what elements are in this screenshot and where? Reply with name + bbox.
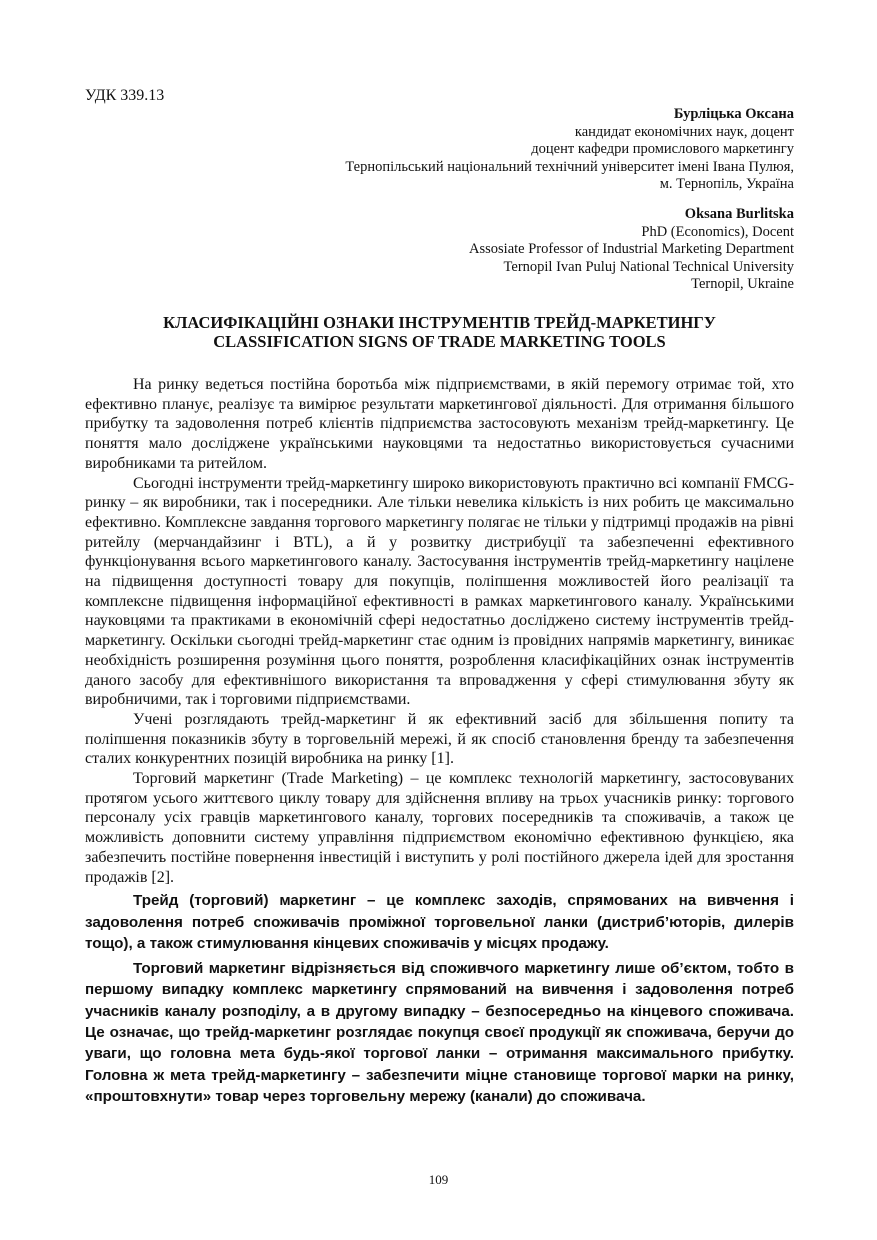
author-city-english: Ternopil, Ukraine [691,276,794,292]
author-name-english: Oksana Burlitska [684,206,794,222]
article-body [85,375,794,1107]
body-paragraph-4: Торговий маркетинг (Trade Marketing) – це комплекс технологій маркетингу, застосовуваних протягом усього життєвого циклу товару для здійснення впливу на трьох учасників ринку: торгового персоналу усіх гравців маркетингового каналу, торгових посередників та споживачів, а також це можливість доповнити систему управління підприємством економічно ефективною функцією, яка забезпечить постійне повернення інвестицій і виступить у ролі постійного джерела ідей для зростання продажів [2]. [85,770,794,886]
body-paragraph-5-bold: Трейд (торговий) маркетинг – це комплекс заходів, спрямованих на вивчення і задоволення потреб споживачів проміжної торговельної ланки (дистриб’юторів, дилерів тощо), а також стимулювання кінцевих споживачів у місцях продажу. [85,892,794,952]
article-title [85,313,794,351]
author-affiliation-ukrainian [194,106,794,194]
page-number: 109 [428,1172,449,1187]
udk-code: УДК 339.13 [85,87,165,104]
author-name-ukrainian: Бурліцька Оксана [673,106,794,122]
title-ukrainian: КЛАСИФІКАЦІЙНІ ОЗНАКИ ІНСТРУМЕНТІВ ТРЕЙД-МАРКЕТИНГУ [163,313,716,332]
author-degree-ukrainian: кандидат економічних наук, доцент [574,123,794,140]
body-paragraph-3: Учені розглядають трейд-маркетинг й як ефективний засіб для збільшення попиту та поліпшення показників збуту в торговельній мережі, й як спосіб становлення бренду та забезпечення сталих конкурентних позицій виробника на ринку [1]. [85,710,794,768]
body-paragraph-6-bold: Торговий маркетинг відрізняється від споживчого маркетингу лише об’єктом, тобто в першому випадку комплекс маркетингу спрямований на вивчення і задоволення потреб учасників каналу розподілу, а в другому випадку – безпосередньо на кінцевого споживача. Це означає, що трейд-маркетинг розглядає покупця своєї продукції як споживача, беручи до уваги, що головна мета будь-якої торгової ланки – отримання максимального прибутку. Головна ж мета трейд-маркетингу – забезпечити міцне становище торгової марки на ринку, «проштовхнути» товар через торговельну мережу (канали) до споживача. [85,960,794,1105]
body-paragraph-1: На ринку ведеться постійна боротьба між підприємствами, в якій перемогу отримає той, хто ефективно планує, реалізує та вимірює результати маркетингової діяльності. Для отримання більшого прибутку та задоволення потреб клієнтів підприємства застосовують механізм трейд-маркетингу. Це поняття мало досліджене українськими науковцями та недостатньо використовується сучасними виробниками та ритейлом. [85,376,794,472]
title-english: CLASSIFICATION SIGNS OF TRADE MARKETING TOOLS [213,332,666,351]
author-position-english: Assosiate Professor of Industrial Marketing Department [469,241,794,257]
author-affiliation-english [194,206,794,294]
author-degree-english: PhD (Economics), Docent [641,223,794,240]
author-university-ukrainian: Тернопільський національний технічний університет імені Івана Пулюя, [345,158,794,175]
body-paragraph-2: Сьогодні інструменти трейд-маркетингу широко використовують практично всі компанії FMCG-ринку – як виробники, так і посередники. Але тільки невелика кількість із них робить це максимально ефективно. Комплексне завдання торгового маркетингу полягає не тільки у підтримці продажів на рівні ритейлу (мерчандайзинг і BTL), а й у розвитку дистрибуції та забезпеченні ефективного функціонування всього маркетингового каналу. Застосування інструментів трейд-маркетингу націлене на підвищення доступності товару для покупців, поліпшення можливостей його реалізації та комплексне підвищення інформаційної ефективності в рамках маркетингового каналу. Українськими науковцями та практиками в економічній сфері недостатньо досліджено систему інструментів трейд-маркетингу. Оскільки сьогодні трейд-маркетинг стає одним із провідних напрямів маркетингу, виникає необхідність розширення розуміння цього поняття, розроблення класифікаційних ознак інструментів даного засобу для ефективнішого використання та впровадження у сфері стимулювання збуту як виробничими, так і торговими підприємствами. [85,474,795,709]
author-position-ukrainian: доцент кафедри промислового маркетингу [531,141,794,157]
author-city-ukrainian: м. Тернопіль, Україна [659,176,794,192]
author-university-english: Ternopil Ivan Puluj National Technical University [503,258,794,275]
